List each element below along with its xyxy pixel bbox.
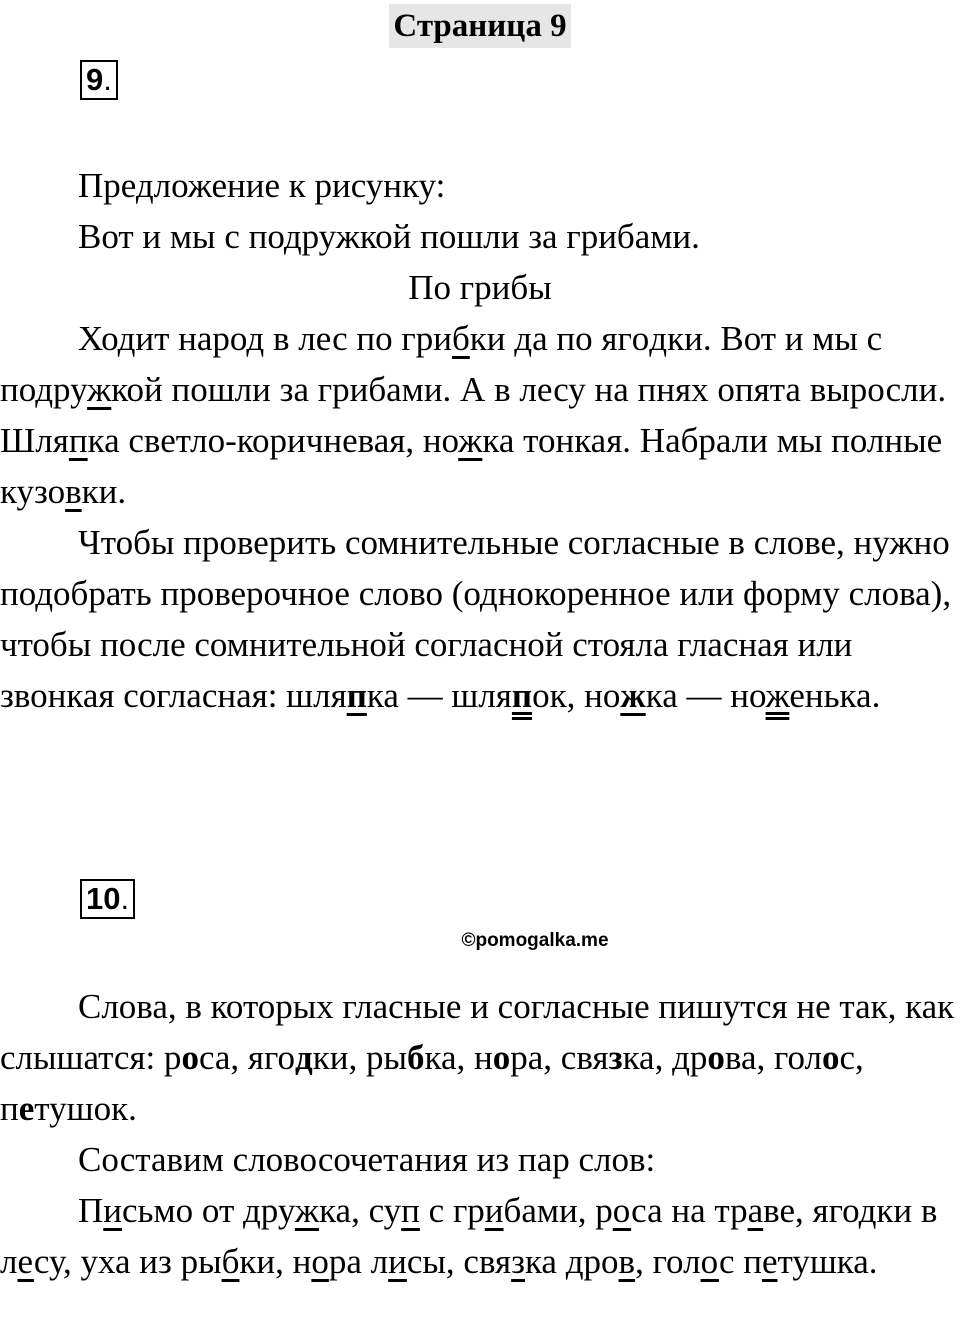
text-run: са на тр	[631, 1191, 748, 1230]
marked-letter: о	[181, 1038, 199, 1077]
text-run: ва, гол	[724, 1038, 822, 1077]
text-run: су, уха из ры	[33, 1242, 222, 1281]
marked-letter: в	[618, 1242, 636, 1281]
text-run: ки. Вот и мы с подру	[0, 319, 883, 409]
marked-letter: ж	[765, 676, 790, 715]
page-title: Страница 9	[389, 4, 570, 48]
text-run: са, яго	[198, 1038, 296, 1077]
task10-paragraph-1	[0, 981, 960, 1134]
text-run: енька.	[789, 676, 881, 715]
marked-letter: и	[388, 1242, 407, 1281]
page-title-wrap	[0, 4, 960, 48]
watermark: ©pomogalka.me	[461, 930, 609, 951]
marked-letter: о	[492, 1038, 511, 1077]
marked-letter: в	[65, 472, 82, 511]
marked-letter: ж	[458, 421, 483, 460]
text-run: ка, н	[424, 1038, 493, 1077]
marked-letter: ж	[294, 1191, 320, 1230]
text-run: По грибы	[408, 268, 552, 307]
text-run: с гр	[419, 1191, 485, 1230]
text-run: , гол	[635, 1242, 701, 1281]
text-run: Предложение к рисунку:	[78, 166, 446, 205]
text-run: ка светло-коричневая, но	[87, 421, 459, 460]
marked-letter: о	[311, 1242, 329, 1281]
task10-paragraph-2	[0, 1134, 960, 1185]
marked-letter: з	[511, 1242, 525, 1281]
text-run: бами, р	[503, 1191, 613, 1230]
task10-paragraph-3	[0, 1185, 960, 1287]
text-run: ки в л	[0, 1191, 938, 1281]
text-run: Ходит наро	[78, 319, 247, 358]
marked-letter: п	[511, 676, 533, 715]
text-run: кой пошли за грибами. А в лесу на пнях опята выросли. Шля	[0, 370, 947, 460]
marked-letter: е	[761, 1242, 778, 1281]
text-run: ра, свя	[510, 1038, 609, 1077]
text-run: ка дро	[524, 1242, 619, 1281]
marked-letter: б	[221, 1242, 240, 1281]
task-number-10: 10.	[80, 879, 135, 919]
text-run: ка, су	[319, 1191, 402, 1230]
text-run: ка — но	[645, 676, 766, 715]
marked-letter: и	[484, 1191, 504, 1230]
task-number-9: 9.	[80, 60, 118, 100]
marked-letter: е	[18, 1089, 35, 1128]
task9-paragraph-2	[0, 211, 960, 262]
marked-letter: ж	[620, 676, 646, 715]
text-run: ки, н	[239, 1242, 312, 1281]
text-run: в лес по гри	[264, 319, 452, 358]
rule-explanation	[0, 517, 960, 721]
marked-letter: п	[68, 421, 88, 460]
marked-letter: а	[747, 1191, 764, 1230]
text-run: с п	[718, 1242, 762, 1281]
text-run: Вот и мы с подружкой пошли за грибами.	[78, 217, 700, 256]
text-run: тушок.	[34, 1089, 137, 1128]
marked-letter: п	[346, 676, 367, 715]
text-run: Составим словосочетания из пар слов:	[78, 1140, 656, 1179]
marked-letter: о	[707, 1038, 725, 1077]
marked-letter: и	[103, 1191, 123, 1230]
marked-letter: б	[451, 319, 470, 358]
text-run: ка — шля	[366, 676, 512, 715]
task-9-text	[0, 160, 960, 721]
story-title	[0, 262, 960, 313]
marked-letter: о	[700, 1242, 719, 1281]
text-run: тушка.	[777, 1242, 878, 1281]
marked-letter: ж	[87, 370, 112, 409]
text-run: ки да по ягo	[469, 319, 650, 358]
text-run: ве, яго	[763, 1191, 859, 1230]
marked-letter: е	[17, 1242, 34, 1281]
marked-letter: д	[858, 1191, 877, 1230]
text-run: ра л	[328, 1242, 389, 1281]
text-run: ки.	[81, 472, 127, 511]
text-run: сьмо от дру	[122, 1191, 295, 1230]
text-run: Чтобы проверить сомнительные согласные в слове, нужно подобрать проверочное слово (однокоренное или форму слова), чтобы после сомнительной согласной стояла гласная или звонкая согласная: шля	[0, 523, 952, 715]
text-run: ка, др	[622, 1038, 708, 1077]
text-run: с, п	[0, 1038, 864, 1128]
marked-letter: п	[401, 1191, 420, 1230]
marked-letter: з	[608, 1038, 623, 1077]
story-text	[0, 313, 960, 517]
marked-letter: д	[295, 1038, 313, 1077]
task-10-text	[0, 981, 960, 1287]
text-run: ок, но	[532, 676, 621, 715]
marked-letter: д	[649, 319, 668, 358]
text-run: ки, ры	[312, 1038, 408, 1077]
text-run: Слова, в которых гласные и согласные пишутся не так, как слышатся: р	[0, 987, 955, 1077]
marked-letter: д	[246, 319, 265, 358]
text-run: сы, свя	[406, 1242, 512, 1281]
task9-paragraph-1	[0, 160, 960, 211]
marked-letter: о	[822, 1038, 840, 1077]
marked-letter: б	[407, 1038, 425, 1077]
text-run: ка тонкая. Набрали мы полные кузо	[0, 421, 943, 511]
text-run: П	[78, 1191, 104, 1230]
marked-letter: о	[612, 1191, 632, 1230]
